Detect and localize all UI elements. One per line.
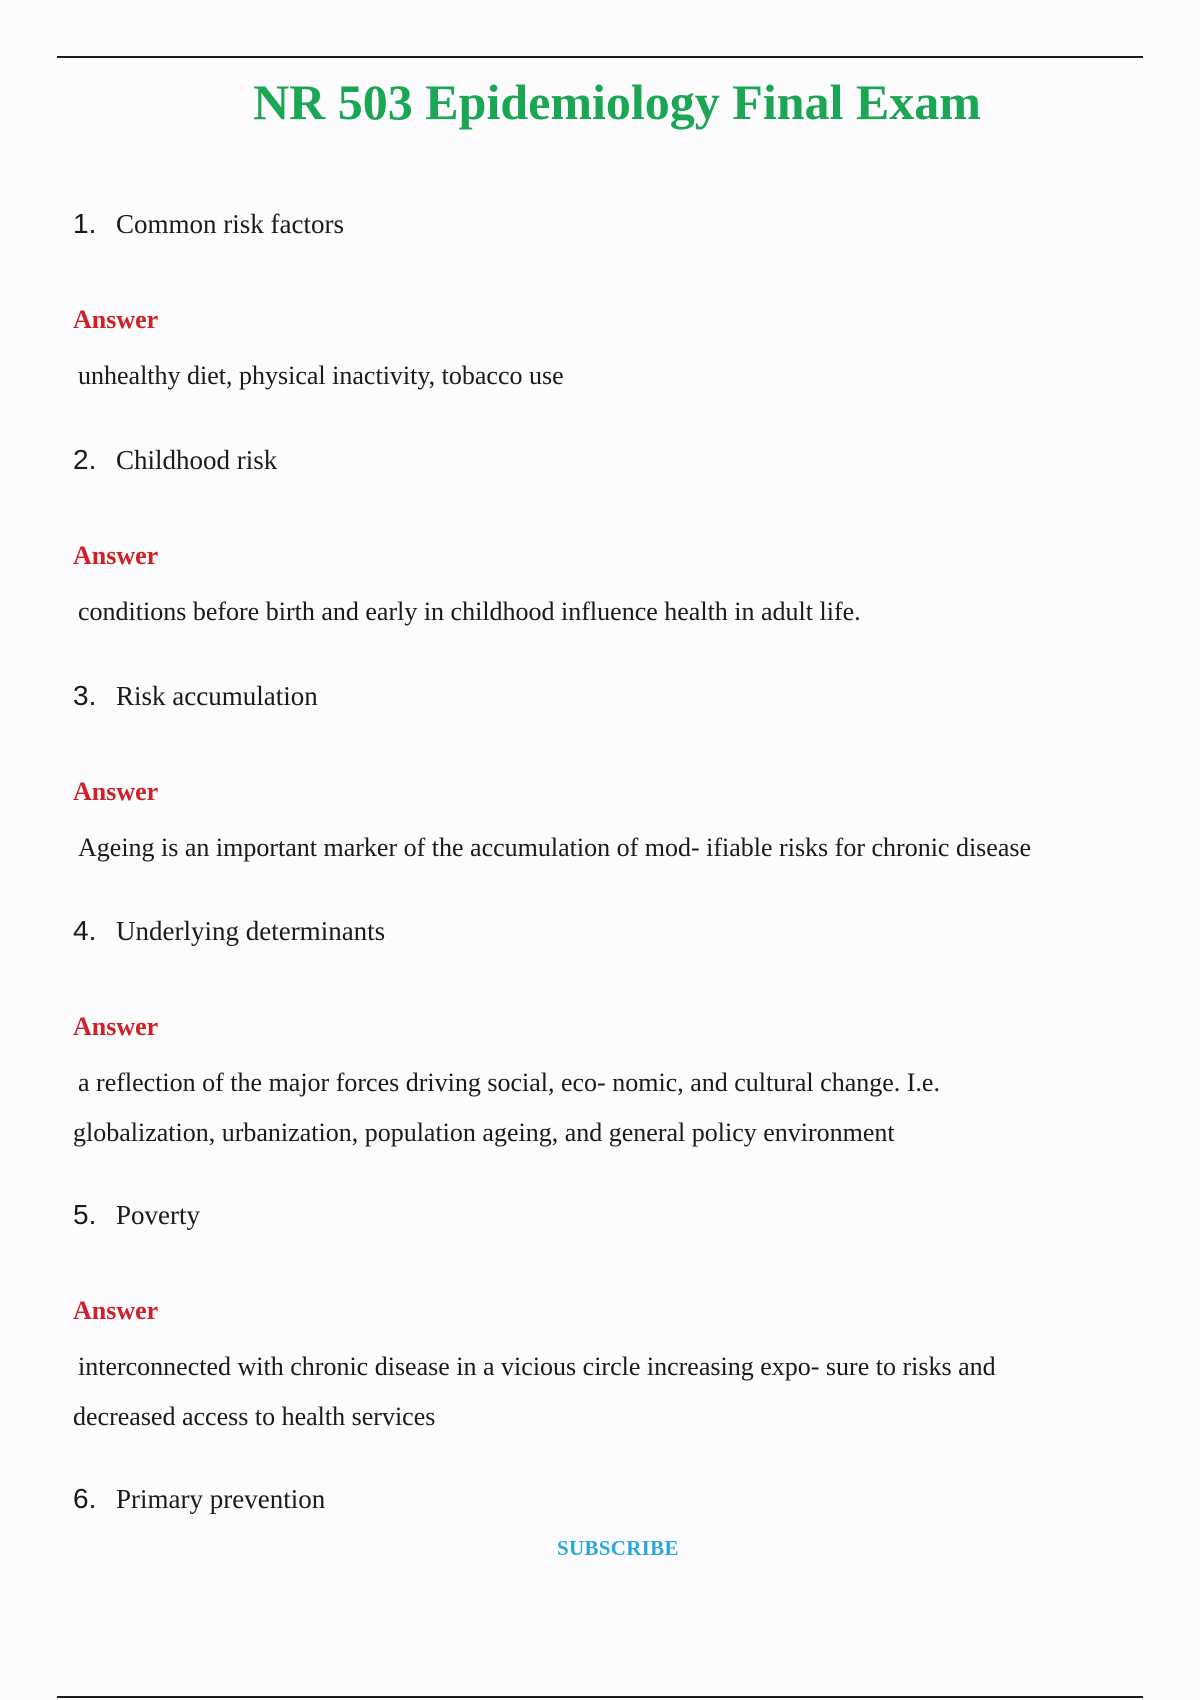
question-text: Common risk factors [116, 209, 344, 239]
question-number: 2. [73, 444, 97, 475]
answer-text [73, 823, 1133, 873]
answer-line: conditions before birth and early in childhood influence health in adult life. [78, 597, 861, 626]
answer-text [73, 1342, 1133, 1442]
answer-line: decreased access to health services [73, 1402, 436, 1431]
question-text: Underlying determinants [116, 916, 386, 946]
answer-label: Answer [73, 1296, 159, 1325]
question-text: Childhood risk [116, 445, 278, 475]
answer-label: Answer [73, 1012, 159, 1041]
answer-text [73, 587, 1133, 637]
question-number: 6. [73, 1483, 97, 1514]
question-number: 1. [73, 208, 97, 239]
bottom-divider [57, 1696, 1143, 1698]
answer-label: Answer [73, 305, 159, 334]
answer-line: unhealthy diet, physical inactivity, tobacco use [78, 361, 564, 390]
answer-label: Answer [73, 541, 159, 570]
answer-text [73, 1058, 1133, 1158]
question [73, 914, 385, 948]
question-number: 3. [73, 680, 97, 711]
question [73, 1198, 200, 1232]
question-number: 5. [73, 1199, 97, 1230]
question-text: Poverty [116, 1200, 200, 1230]
question [73, 679, 318, 713]
answer-label: Answer [73, 777, 159, 806]
document-title: NR 503 Epidemiology Final Exam [253, 74, 981, 130]
subscribe-link[interactable]: SUBSCRIBE [557, 1536, 679, 1560]
answer-line: a reflection of the major forces driving social, eco- nomic, and cultural change. I.e. [78, 1068, 940, 1097]
answer-line: interconnected with chronic disease in a vicious circle increasing expo- sure to risks and [78, 1352, 996, 1381]
question [73, 443, 277, 477]
top-divider [57, 56, 1143, 58]
question-number: 4. [73, 915, 97, 946]
answer-line: Ageing is an important marker of the accumulation of mod- ifiable risks for chronic disease [78, 833, 1032, 862]
answer-line: globalization, urbanization, population ageing, and general policy environment [73, 1118, 895, 1147]
question [73, 207, 344, 241]
question [73, 1482, 325, 1516]
question-text: Primary prevention [116, 1484, 326, 1514]
question-text: Risk accumulation [116, 681, 318, 711]
answer-text [73, 351, 1133, 401]
